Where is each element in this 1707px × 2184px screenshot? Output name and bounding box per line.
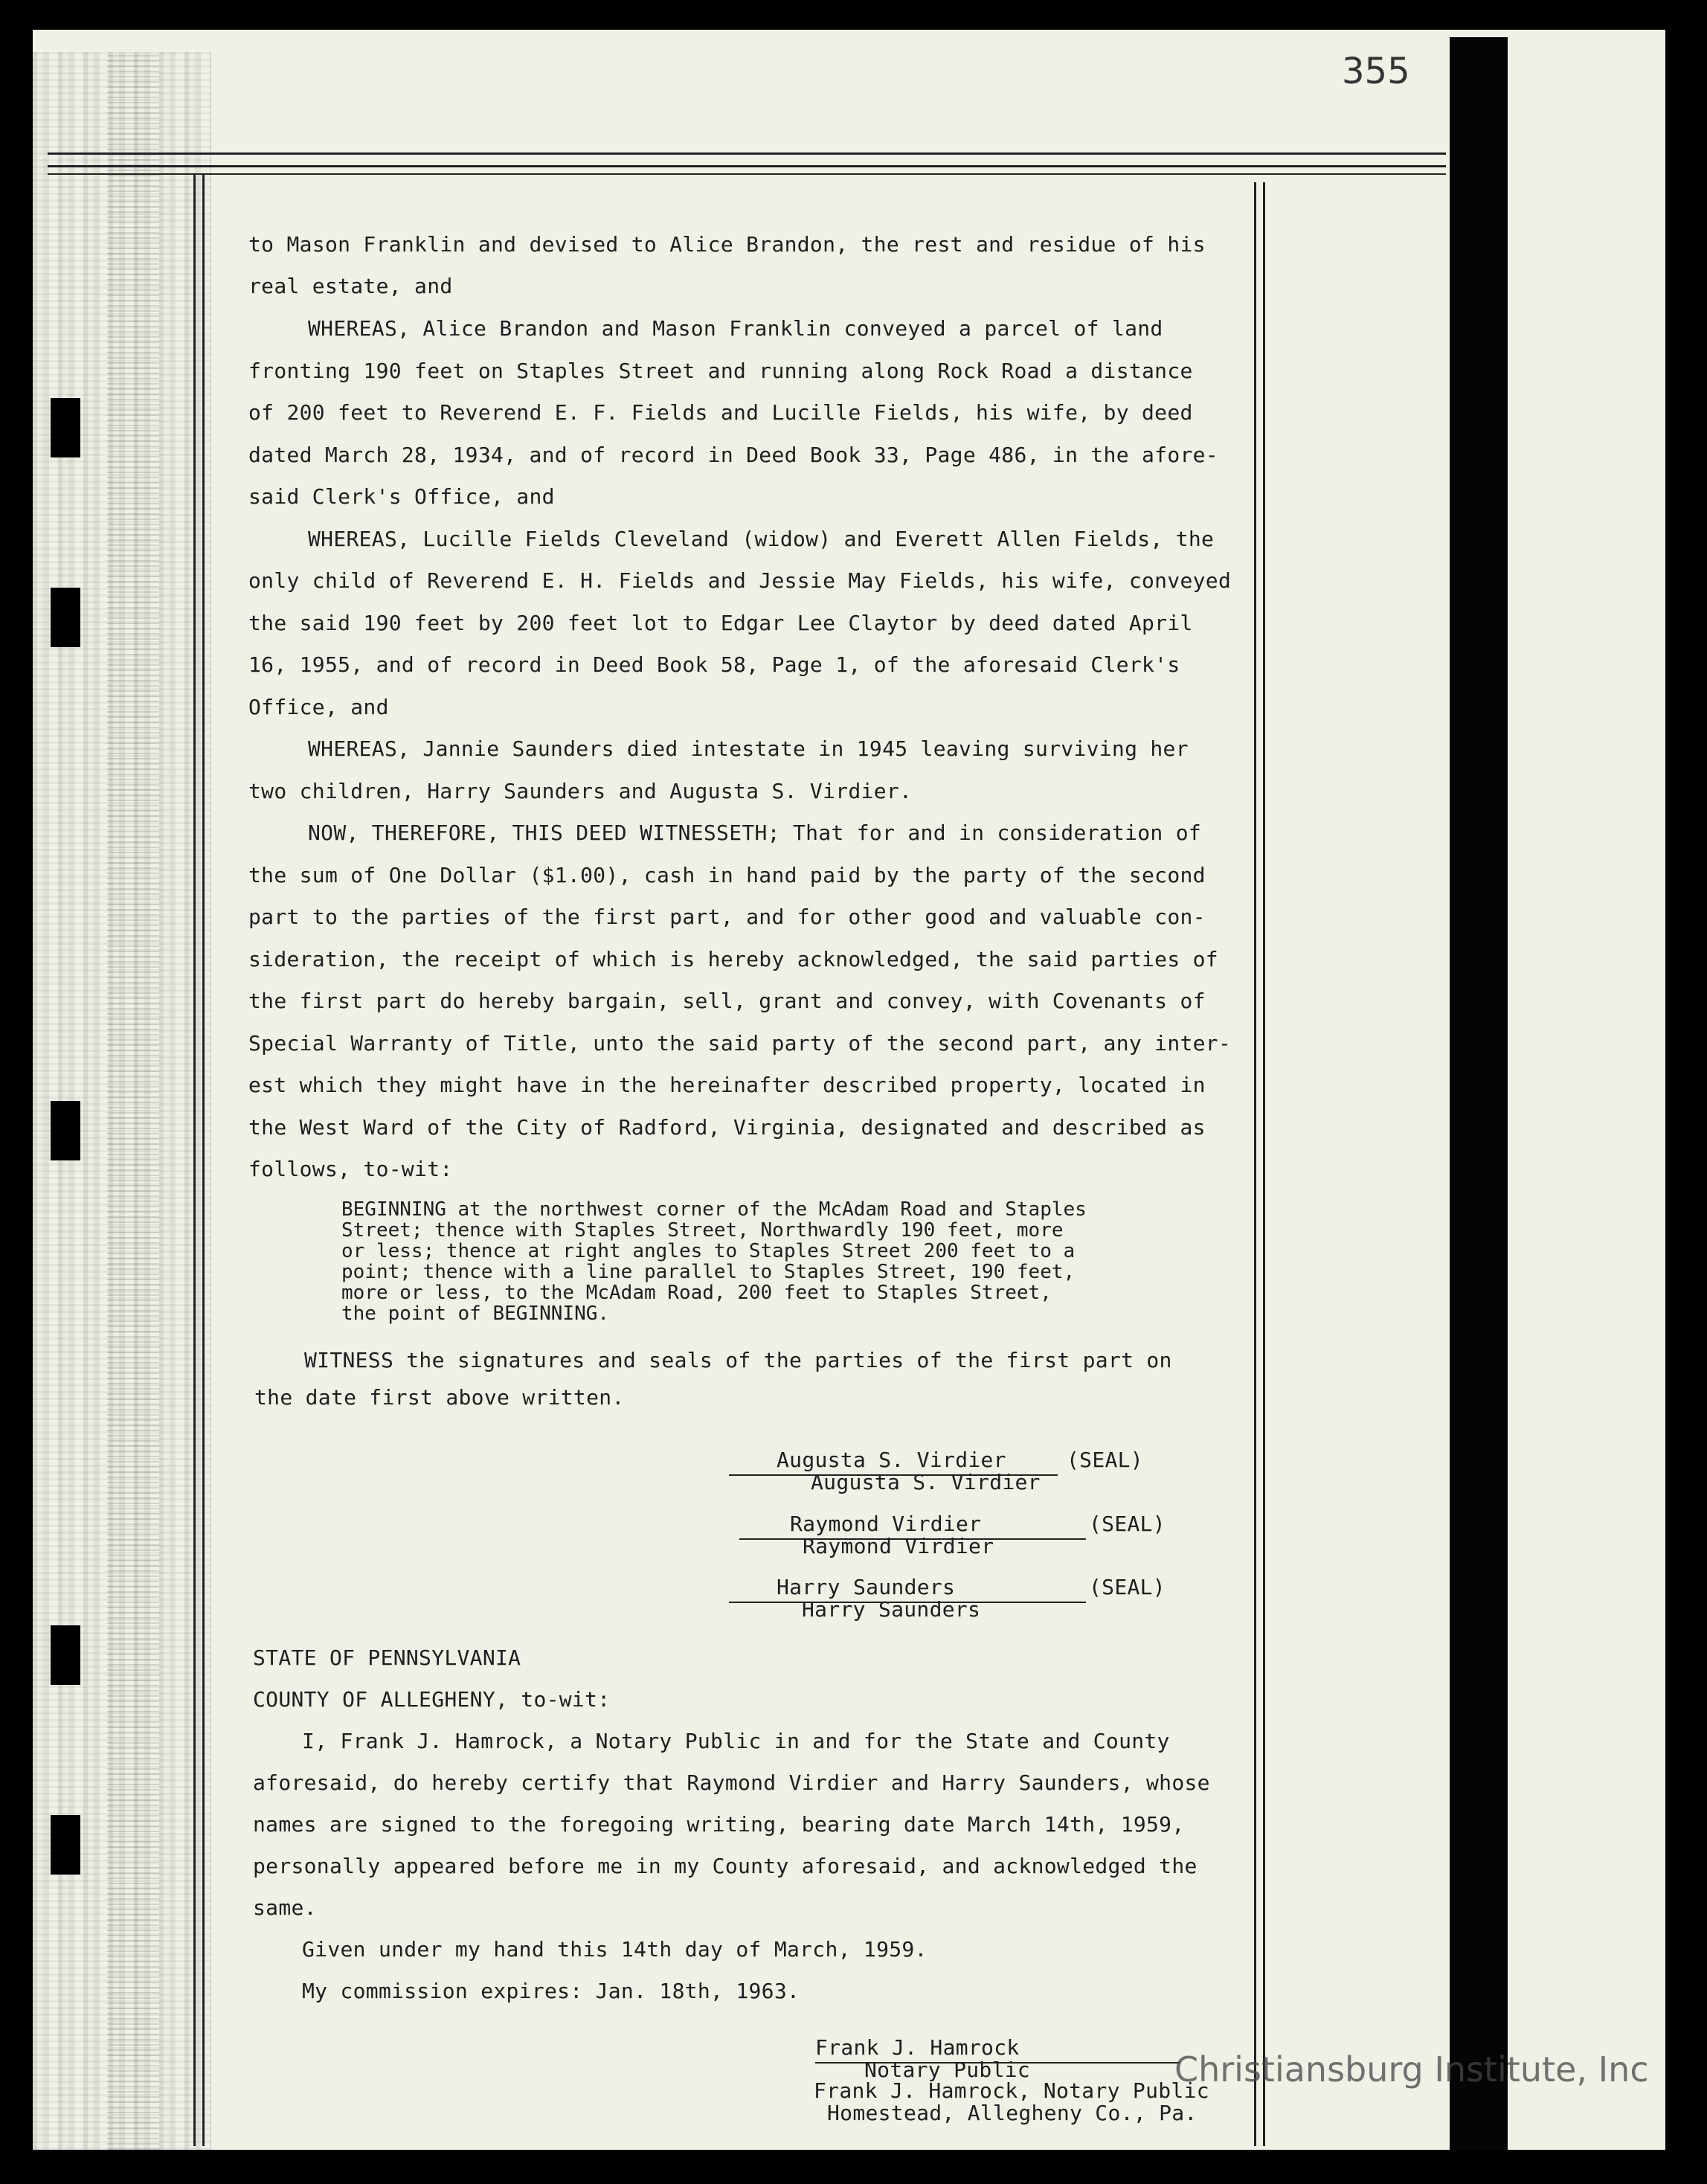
text-line: I, Frank J. Hamrock, a Notary Public in and for the State and County xyxy=(302,1729,1170,1753)
description-line: or less; thence at right angles to Staples Street 200 feet to a xyxy=(341,1240,1076,1262)
typed-name: Raymond Virdier xyxy=(803,1534,994,1558)
watermark: Christiansburg Institute, Inc xyxy=(1174,2049,1649,2090)
binder-hole xyxy=(51,1815,80,1875)
text-line: Special Warranty of Title, unto the said party of the second part, any inter- xyxy=(248,1031,1232,1056)
binder-hole xyxy=(51,588,80,647)
page-number: 355 xyxy=(1342,51,1410,92)
text-line: real estate, and xyxy=(248,274,453,298)
text-line: only child of Reverend E. H. Fields and Jessie May Fields, his wife, conveyed xyxy=(248,568,1232,593)
notary-stamp: Homestead, Allegheny Co., Pa. xyxy=(827,2101,1198,2125)
given-line: Given under my hand this 14th day of March, 1959. xyxy=(302,1937,928,1962)
notary-signature: Frank J. Hamrock xyxy=(815,2035,1020,2060)
typed-name: Augusta S. Virdier xyxy=(811,1470,1041,1494)
text-line: the sum of One Dollar ($1.00), cash in hand paid by the party of the second xyxy=(248,863,1206,887)
left-margin-rule xyxy=(202,175,205,2146)
binder-hole xyxy=(51,1101,80,1160)
text-line: the first part do hereby bargain, sell, grant and convey, with Covenants of xyxy=(248,989,1206,1013)
text-line: part to the parties of the first part, and for other good and valuable con- xyxy=(248,905,1206,929)
text-line: the said 190 feet by 200 feet lot to Edgar Lee Claytor by deed dated April xyxy=(248,611,1193,635)
text-line: said Clerk's Office, and xyxy=(248,484,555,509)
description-line: the point of BEGINNING. xyxy=(341,1303,610,1325)
text-line: follows, to-wit: xyxy=(248,1157,453,1181)
right-margin-rule xyxy=(1254,182,1256,2146)
text-line: WITNESS the signatures and seals of the parties of the first part on xyxy=(304,1348,1172,1372)
description-line: BEGINNING at the northwest corner of the McAdam Road and Staples xyxy=(341,1198,1087,1221)
text-line: Office, and xyxy=(248,695,389,719)
description-line: more or less, to the McAdam Road, 200 feet to Staples Street, xyxy=(341,1282,1052,1304)
signature-augusta: Augusta S. Virdier xyxy=(777,1448,1006,1472)
text-line: to Mason Franklin and devised to Alice Brandon, the rest and residue of his xyxy=(248,232,1206,257)
text-line: NOW, THEREFORE, THIS DEED WITNESSETH; That for and in consideration of xyxy=(308,820,1202,845)
seal-label: (SEAL) xyxy=(1089,1512,1166,1536)
text-line: sideration, the receipt of which is hereby acknowledged, the said parties of xyxy=(248,947,1218,971)
text-line: dated March 28, 1934, and of record in Deed Book 33, Page 486, in the afore- xyxy=(248,443,1218,467)
text-line: 16, 1955, and of record in Deed Book 58, Page 1, of the aforesaid Clerk's xyxy=(248,652,1180,677)
seal-label: (SEAL) xyxy=(1067,1448,1143,1472)
text-line: fronting 190 feet on Staples Street and running along Rock Road a distance xyxy=(248,359,1193,383)
text-line: aforesaid, do hereby certify that Raymond Virdier and Harry Saunders, whose xyxy=(253,1770,1210,1795)
left-margin-rule xyxy=(193,175,196,2146)
county-line: COUNTY OF ALLEGHENY, to-wit: xyxy=(253,1687,611,1712)
text-line: same. xyxy=(253,1895,317,1920)
text-line: names are signed to the foregoing writing, bearing date March 14th, 1959, xyxy=(253,1812,1185,1837)
text-line: the West Ward of the City of Radford, Virginia, designated and described as xyxy=(248,1115,1206,1140)
signature-raymond: Raymond Virdier xyxy=(790,1512,982,1536)
commission-line: My commission expires: Jan. 18th, 1963. xyxy=(302,1979,800,2003)
typed-name: Harry Saunders xyxy=(802,1597,981,1622)
right-margin-rule xyxy=(1263,182,1265,2146)
text-line: WHEREAS, Jannie Saunders died intestate in 1945 leaving surviving her xyxy=(308,736,1189,761)
description-line: Street; thence with Staples Street, Northwardly 190 feet, more xyxy=(341,1219,1064,1242)
text-line: est which they might have in the hereinafter described property, located in xyxy=(248,1073,1206,1097)
state-line: STATE OF PENNSYLVANIA xyxy=(253,1645,521,1670)
text-line: two children, Harry Saunders and Augusta S. Virdier. xyxy=(248,779,913,803)
notary-stamp: Frank J. Hamrock, Notary Public xyxy=(814,2078,1209,2103)
seal-label: (SEAL) xyxy=(1089,1575,1166,1599)
top-rule xyxy=(48,165,1446,167)
scan-noise-strip xyxy=(107,52,159,2150)
text-line: the date first above written. xyxy=(254,1385,625,1410)
notary-title: Notary Public xyxy=(864,2058,1031,2082)
binder-hole xyxy=(51,1625,80,1685)
text-line: WHEREAS, Lucille Fields Cleveland (widow) and Everett Allen Fields, the xyxy=(308,527,1215,551)
binder-hole xyxy=(51,398,80,457)
description-line: point; thence with a line parallel to Staples Street, 190 feet, xyxy=(341,1261,1076,1283)
scan-edge-band xyxy=(1450,37,1508,2150)
signature-harry: Harry Saunders xyxy=(777,1575,956,1599)
top-rule xyxy=(48,152,1446,155)
text-line: of 200 feet to Reverend E. F. Fields and Lucille Fields, his wife, by deed xyxy=(248,400,1193,425)
text-line: personally appeared before me in my County aforesaid, and acknowledged the xyxy=(253,1854,1198,1878)
top-rule xyxy=(48,173,1446,175)
document-page xyxy=(33,30,1665,2150)
text-line: WHEREAS, Alice Brandon and Mason Franklin conveyed a parcel of land xyxy=(308,316,1163,341)
